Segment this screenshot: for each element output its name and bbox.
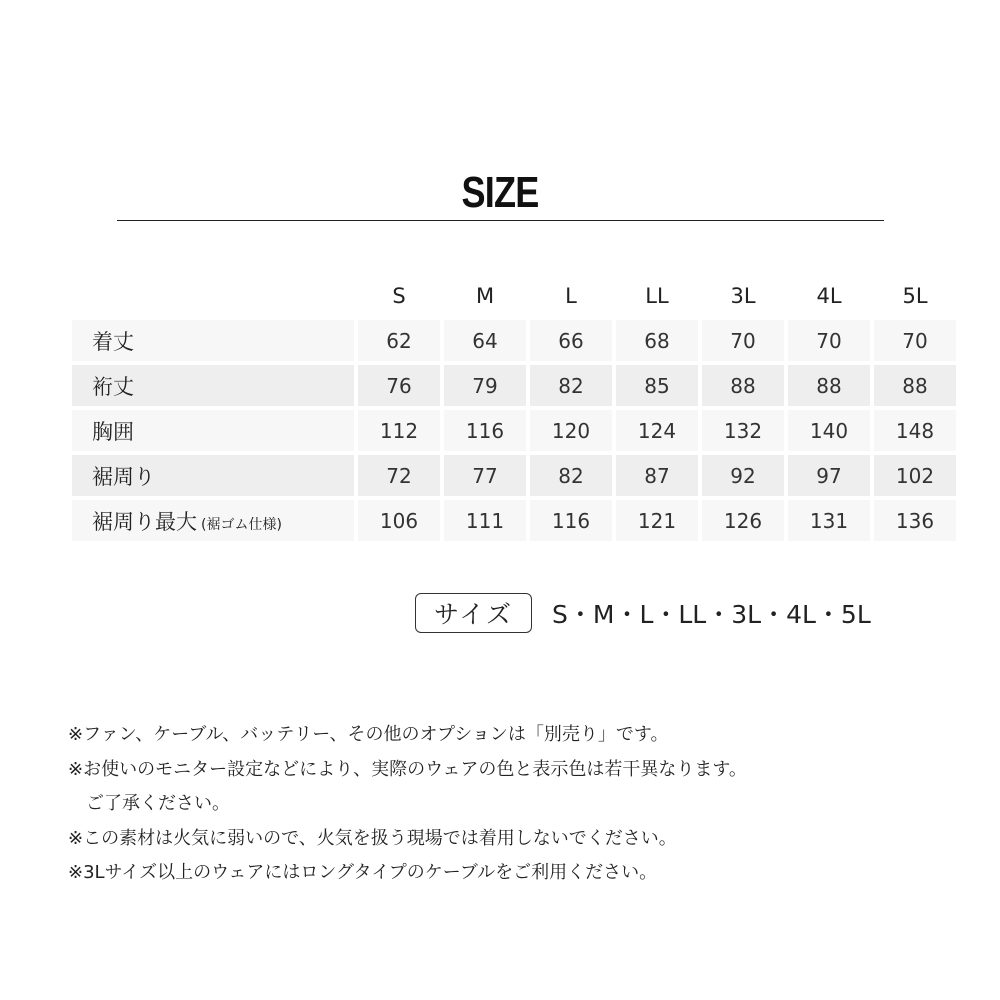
table-cell: 116 — [530, 500, 612, 541]
column-header: 3L — [730, 284, 756, 308]
table-cell: 87 — [616, 455, 698, 496]
table-cell: 62 — [358, 320, 440, 361]
table-cell: 88 — [874, 365, 956, 406]
row-label-text: 裄丈 — [92, 374, 134, 399]
table-cell: 121 — [616, 500, 698, 541]
table-cell: 76 — [358, 365, 440, 406]
size-table — [68, 272, 960, 545]
table-corner — [72, 276, 354, 316]
note-item: ※この素材は火気に弱いので、火気を扱う現場では着用しないでください。 — [68, 827, 677, 849]
table-header-row — [72, 276, 956, 316]
row-label — [72, 320, 354, 361]
size-list: S・M・L・LL・3L・4L・5L — [552, 600, 871, 629]
table-row — [72, 410, 956, 451]
table-cell: 116 — [444, 410, 526, 451]
table-cell: 88 — [702, 365, 784, 406]
title-divider — [117, 220, 884, 221]
table-cell: 131 — [788, 500, 870, 541]
table-cell: 148 — [874, 410, 956, 451]
table-row — [72, 365, 956, 406]
table-cell: 88 — [788, 365, 870, 406]
note-item: ※お使いのモニター設定などにより、実際のウェアの色と表示色は若干異なります。 — [68, 758, 747, 780]
column-header: M — [475, 284, 495, 308]
table-cell: 111 — [444, 500, 526, 541]
table-cell: 124 — [616, 410, 698, 451]
table-cell: 92 — [702, 455, 784, 496]
note-item: ※ファン、ケーブル、バッテリー、その他のオプションは「別売り」です。 — [68, 724, 669, 745]
table-cell: 132 — [702, 410, 784, 451]
column-header: 5L — [902, 284, 928, 308]
table-cell: 102 — [874, 455, 956, 496]
page-title: SIZE — [461, 168, 539, 217]
table-row — [72, 455, 956, 496]
column-header: S — [392, 284, 406, 308]
column-header: 4L — [816, 284, 842, 308]
row-label — [72, 455, 354, 496]
table-cell: 112 — [358, 410, 440, 451]
note-item: ※3Lサイズ以上のウェアにはロングタイプのケーブルをご利用ください。 — [68, 862, 658, 883]
row-label-text: 胸囲 — [92, 419, 134, 444]
notes-list — [68, 718, 948, 891]
table-cell: 120 — [530, 410, 612, 451]
table-cell: 126 — [702, 500, 784, 541]
table-cell: 68 — [616, 320, 698, 361]
row-label — [72, 410, 354, 451]
table-cell: 70 — [788, 320, 870, 361]
table-cell: 64 — [444, 320, 526, 361]
table-cell: 140 — [788, 410, 870, 451]
table-cell: 82 — [530, 365, 612, 406]
table-cell: 106 — [358, 500, 440, 541]
table-cell: 66 — [530, 320, 612, 361]
table-cell: 85 — [616, 365, 698, 406]
column-header: LL — [645, 284, 669, 308]
table-cell: 82 — [530, 455, 612, 496]
table-cell: 70 — [874, 320, 956, 361]
table-cell: 72 — [358, 455, 440, 496]
table-cell: 70 — [702, 320, 784, 361]
row-label-text: 裾周り — [92, 464, 155, 489]
row-label-note: (裾ゴム仕様) — [201, 516, 282, 533]
column-header: L — [565, 284, 577, 308]
table-cell: 79 — [444, 365, 526, 406]
note-item: ご了承ください。 — [68, 793, 230, 814]
row-label — [72, 500, 354, 541]
row-label-text: 裾周り最大 — [92, 509, 197, 534]
table-row — [72, 320, 956, 361]
table-row — [72, 500, 956, 541]
table-cell: 97 — [788, 455, 870, 496]
row-label-text: 着丈 — [92, 329, 134, 354]
size-summary — [415, 592, 871, 634]
table-cell: 136 — [874, 500, 956, 541]
size-badge: サイズ — [415, 593, 532, 633]
row-label — [72, 365, 354, 406]
table-cell: 77 — [444, 455, 526, 496]
